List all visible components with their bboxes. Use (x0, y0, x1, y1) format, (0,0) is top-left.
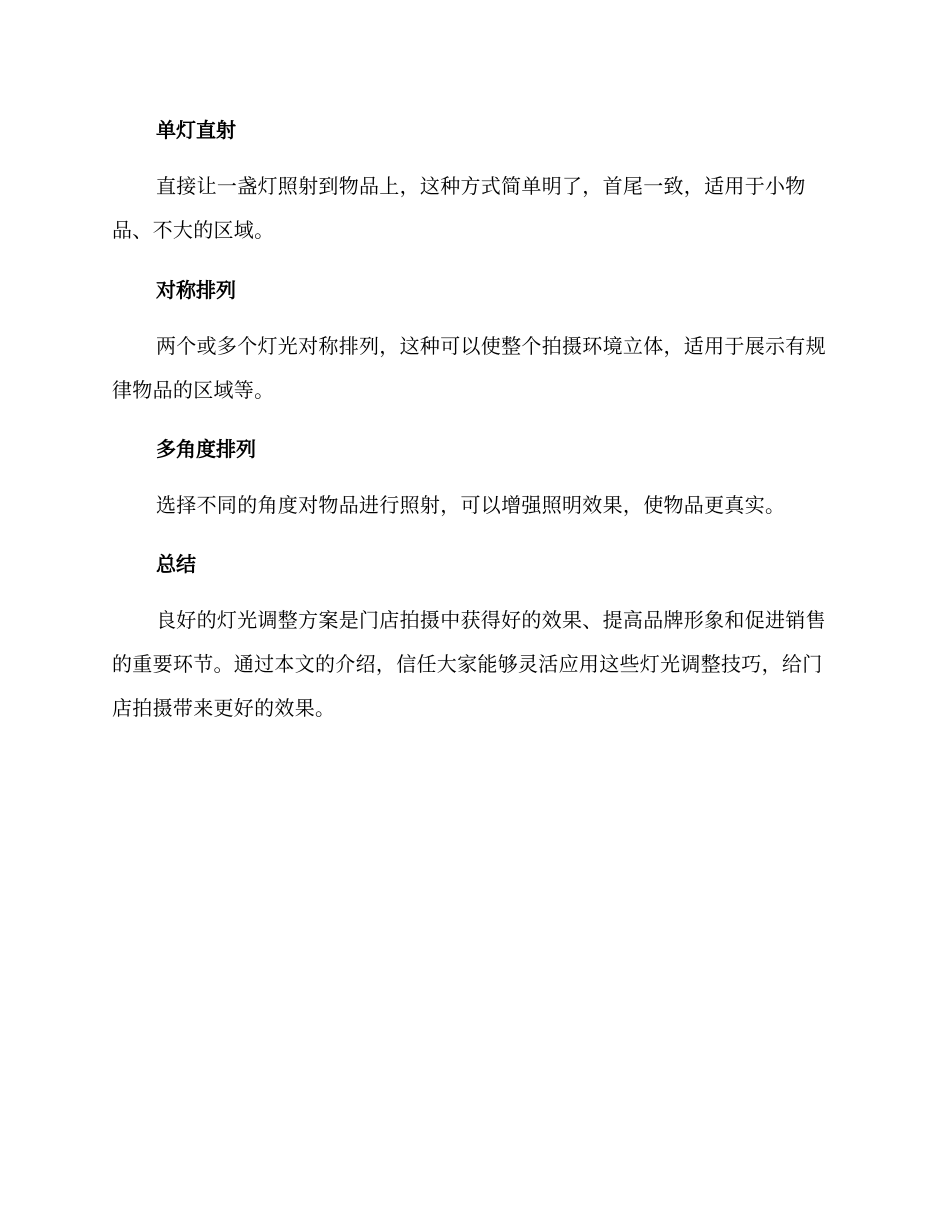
section-body-multi-angle: 选择不同的角度对物品进行照射，可以增强照明效果，使物品更真实。 (156, 493, 786, 517)
section-body-summary: 良好的灯光调整方案是门店拍摄中获得好的效果、提高品牌形象和促进销售的重要环节。通过本文的介绍，信任大家能够灵活应用这些灯光调整技巧，给门店拍摄带来更好的效果。 (112, 608, 826, 720)
section-heading-single-light: 单灯直射 (156, 118, 236, 142)
section-heading-multi-angle: 多角度排列 (156, 437, 256, 461)
section-heading-summary: 总结 (156, 552, 196, 576)
section-heading-symmetric: 对称排列 (156, 278, 236, 302)
section-body-symmetric: 两个或多个灯光对称排列，这种可以使整个拍摄环境立体，适用于展示有规律物品的区域等。 (112, 334, 826, 402)
section-body-single-light: 直接让一盏灯照射到物品上，这种方式简单明了，首尾一致，适用于小物品、不大的区域。 (112, 174, 806, 242)
